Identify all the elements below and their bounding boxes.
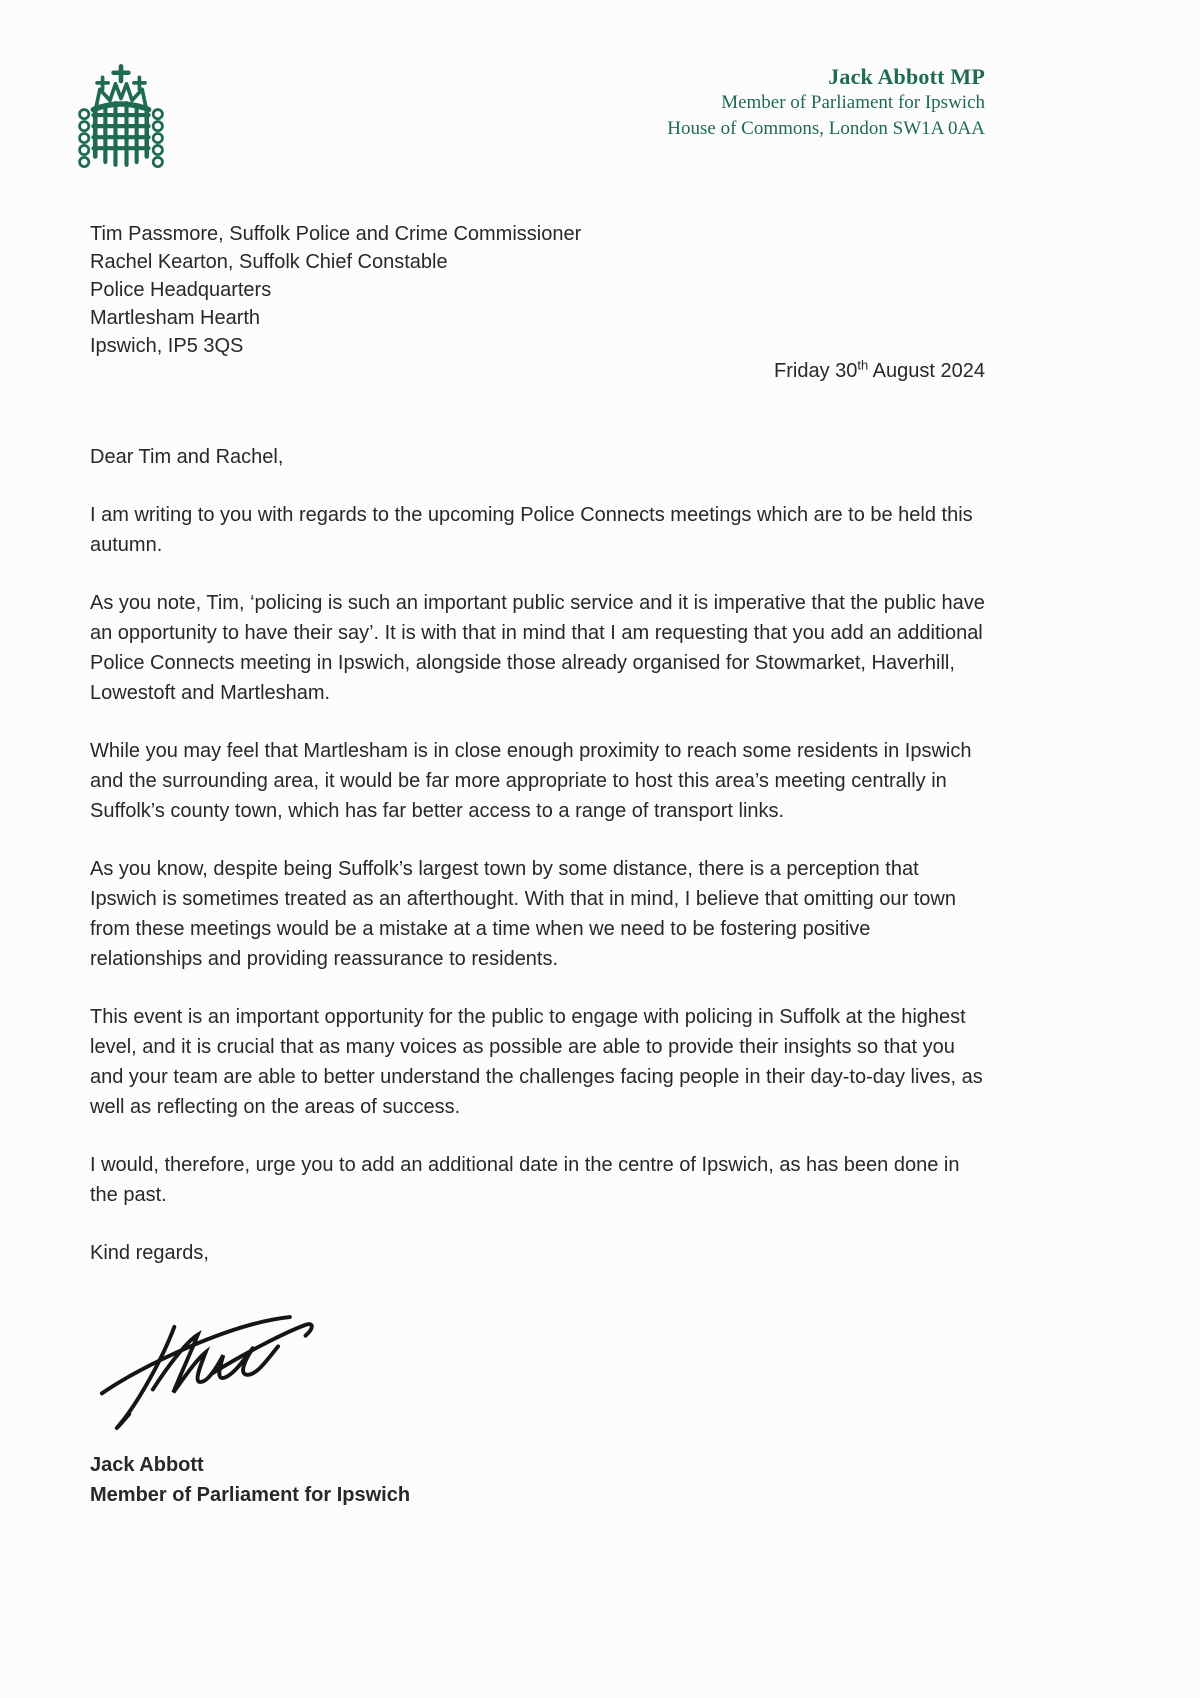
date-day: Friday 30	[774, 360, 858, 382]
recipient-line: Martlesham Hearth	[90, 307, 261, 329]
paragraph: While you may feel that Martlesham is in close enough proximity to reach some residents in Ipswich and the surrounding area, it would be far more appropriate to host this area’s meeting centrally in Suffolk’s county town, which has far better access to a range of transport links.	[90, 740, 972, 822]
signatory-title: Member of Parliament for Ipswich	[90, 1484, 411, 1506]
recipient-line: Ipswich, IP5 3QS	[90, 335, 244, 357]
letter-body	[90, 442, 987, 1510]
portcullis-logo-icon	[75, 60, 167, 172]
date-month-year: August 2024	[868, 360, 985, 382]
mp-role: Member of Parliament for Ipswich	[721, 92, 985, 113]
recipient-address	[90, 220, 581, 360]
salutation: Dear Tim and Rachel,	[90, 446, 284, 468]
signatory-name: Jack Abbott	[90, 1454, 204, 1476]
recipient-line: Police Headquarters	[90, 279, 272, 301]
paragraph: As you note, Tim, ‘policing is such an important public service and it is imperative that the public have an opportunity to have their say’. It is with that in mind that I am requesting that you add an additional Police Connects meeting in Ipswich, alongside those already organised for Stowmarket, Haverhill, Lowestoft and Martlesham.	[90, 592, 985, 704]
paragraph: As you know, despite being Suffolk’s largest town by some distance, there is a perception that Ipswich is sometimes treated as an afterthought. With that in mind, I believe that omitting our town from these meetings would be a mistake at a time when we need to be fostering positive relationships and providing reassurance to residents.	[90, 858, 956, 970]
paragraph: This event is an important opportunity for the public to engage with policing in Suffolk at the highest level, and it is crucial that as many voices as possible are able to provide their insights so that you and your team are able to better understand the challenges facing people in their day-to-day lives, as well as reflecting on the areas of success.	[90, 1006, 983, 1118]
recipient-line: Rachel Kearton, Suffolk Chief Constable	[90, 251, 448, 273]
mp-name: Jack Abbott MP	[828, 64, 985, 89]
paragraph: I would, therefore, urge you to add an additional date in the centre of Ipswich, as has been done in the past.	[90, 1154, 960, 1206]
mp-address: House of Commons, London SW1A 0AA	[667, 118, 985, 139]
recipient-line: Tim Passmore, Suffolk Police and Crime Commissioner	[90, 223, 582, 245]
closing: Kind regards,	[90, 1242, 209, 1264]
signature-image	[96, 1296, 331, 1436]
date-ordinal: th	[857, 357, 869, 373]
paragraph: I am writing to you with regards to the upcoming Police Connects meetings which are to be held this autumn.	[90, 504, 973, 556]
letter-date	[774, 357, 985, 383]
letterhead	[667, 64, 985, 142]
